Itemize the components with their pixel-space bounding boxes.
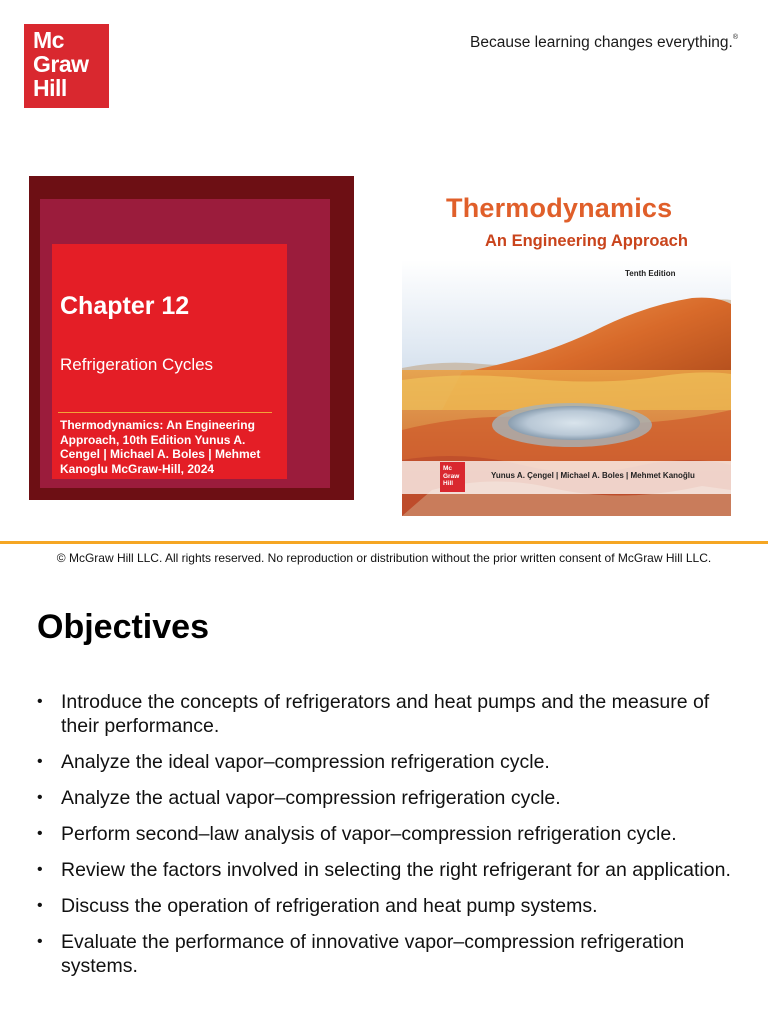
list-item [37, 858, 737, 882]
chapter-subtitle: Refrigeration Cycles [60, 355, 214, 374]
cover-mcgraw-hill-logo [440, 462, 465, 492]
list-item [37, 822, 737, 846]
chapter-divider [58, 412, 272, 413]
objective-text: Analyze the ideal vapor–compression refrigeration cycle. [61, 751, 550, 773]
book-authors: Yunus A. Çengel | Michael A. Boles | Mehmet Kanoğlu [491, 471, 695, 480]
list-item [37, 690, 737, 738]
bullet-glyph: • [37, 825, 43, 842]
objective-text: Evaluate the performance of innovative vapor–compression refrigeration systems. [61, 931, 685, 977]
bullet-glyph: • [37, 693, 43, 710]
chapter-title: Chapter 12 [60, 292, 190, 320]
mcgraw-hill-logo [24, 24, 109, 108]
objective-text: Discuss the operation of refrigeration and heat pump systems. [61, 895, 598, 917]
cover-logo-line: Hill [443, 480, 454, 487]
bullet-glyph: • [37, 861, 43, 878]
bullet-glyph: • [37, 897, 43, 914]
book-title: Thermodynamics [446, 193, 673, 223]
copyright-notice: © McGraw Hill LLC. All rights reserved. No reproduction or distribution without the prior written consent of McGraw Hill LLC. [56, 551, 712, 565]
registered-mark: ® [732, 34, 738, 41]
logo-line: Graw [33, 51, 89, 77]
list-item [37, 930, 737, 978]
objective-text: Introduce the concepts of refrigerators and heat pumps and the measure of their performance. [61, 691, 710, 737]
cover-logo-line: Mc [443, 465, 453, 472]
bullet-glyph: • [37, 933, 43, 950]
logo-line: Hill [33, 75, 67, 101]
book-subtitle: An Engineering Approach [485, 232, 688, 250]
footer-accent-bar [0, 541, 768, 544]
objectives-list [37, 690, 737, 990]
tagline-text: Because learning changes everything. [470, 34, 733, 51]
chapter-panel [52, 244, 287, 479]
logo-line: Mc [33, 27, 64, 53]
list-item [37, 786, 737, 810]
objective-text: Analyze the actual vapor–compression refrigeration cycle. [61, 787, 561, 809]
list-item [37, 750, 737, 774]
list-item [37, 894, 737, 918]
bullet-glyph: • [37, 789, 43, 806]
objective-text: Perform second–law analysis of vapor–compression refrigeration cycle. [61, 823, 677, 845]
bullet-glyph: • [37, 753, 43, 770]
objective-text: Review the factors involved in selecting the right refrigerant for an application. [61, 859, 731, 881]
book-edition: Tenth Edition [625, 269, 676, 278]
tagline [470, 34, 738, 52]
cover-logo-line: Graw [443, 472, 460, 480]
objectives-title: Objectives [37, 608, 209, 646]
chapter-citation: Thermodynamics: An Engineering Approach, 10th Edition Yunus A. Cengel | Michael A. Boles | Mehmet Kanoglu McGraw-Hill, 2024 [60, 418, 261, 476]
